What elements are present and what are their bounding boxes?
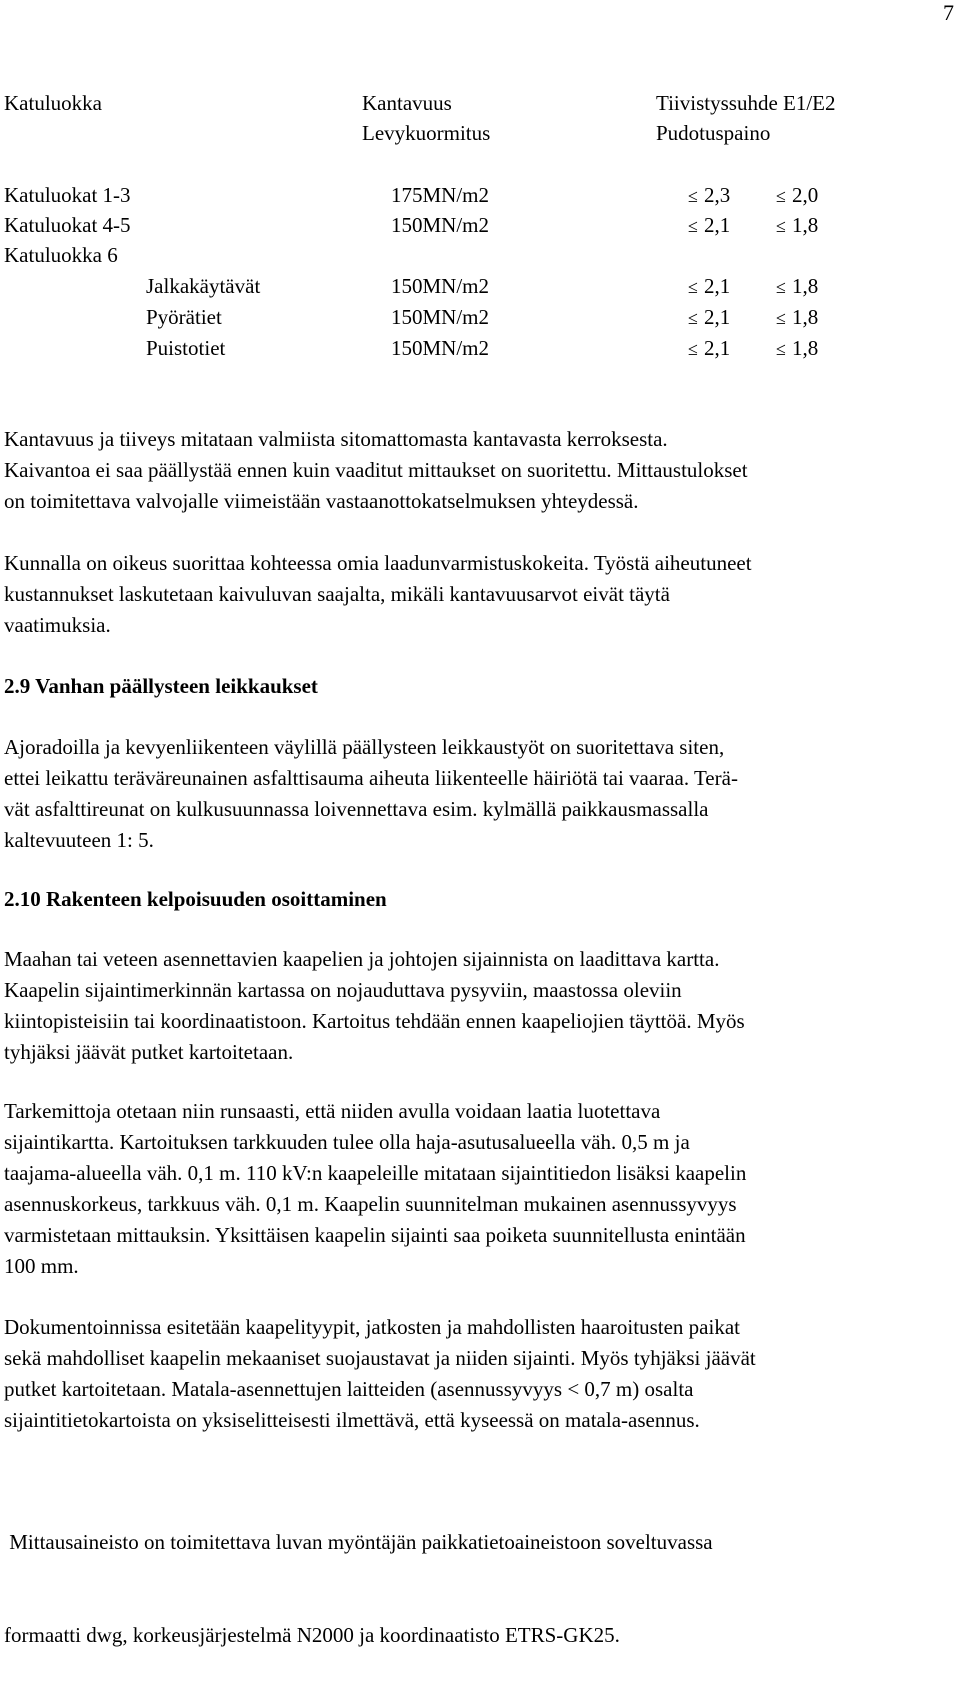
row-label: Katuluokka 6 [4, 243, 118, 267]
paragraph-accuracy: Tarkemittoja otetaan niin runsaasti, että niiden avulla voidaan laatia luotettava sijaintikartta. Kartoituksen tarkkuuden tulee olla haja-asutusalueella väh. 0,5 m ja taajama-alueella väh. 0,1 m. 110 kV:n kaapeleille mitataan sijaintitiedon lisäksi kaapelin asennuskorkeus, tarkkuus väh. 0,1 m. Kaapelin suunnitelman mukainen asennussyvyys varmistetaan mittauksin. Yksittäisen kaapelin sijainti saa poiketa suunnitellusta enintään 100 mm. [4, 1099, 747, 1278]
row-ratio: ≤ 2,1 [686, 271, 730, 303]
row-weight: ≤ 1,8 [774, 210, 818, 242]
row-weight: ≤ 1,8 [774, 333, 818, 365]
paragraph-quality-control: Kunnalla on oikeus suorittaa kohteessa omia laadunvarmistuskokeita. Työstä aiheutuneet kustannukset laskutetaan kaivuluvan saajalta, mikäli kantavuusarvot eivät täytä vaatimuksia. [4, 551, 752, 637]
paragraph-measurement: Kantavuus ja tiiveys mitataan valmiista sitomattomasta kantavasta kerroksesta. Kaivantoa ei saa päällystää ennen kuin vaaditut mittaukset on suoritettu. Mittaustulokset on toimitettava valvojalle viimeistään vastaanottokatselmuksen yhteydessä. [4, 427, 748, 513]
row-bearing: 150MN/m2 [391, 274, 490, 298]
le-symbol: ≤ [688, 186, 698, 206]
row-bearing: 150MN/m2 [391, 213, 490, 237]
le-symbol: ≤ [688, 277, 698, 297]
paragraph-delivery-format: Mittausaineisto on toimitettava luvan myöntäjän paikkatietoaineistoon soveltuvassa formaatti dwg, korkeusjärjestelmä N2000 ja koordinaatisto ETRS-GK25. [4, 1530, 713, 1647]
le-symbol: ≤ [688, 339, 698, 359]
row-label: Pyörätiet [146, 305, 222, 329]
row-weight: ≤ 2,0 [774, 180, 818, 212]
le-symbol: ≤ [688, 308, 698, 328]
header-plate-load: Levykuormitus [362, 121, 491, 145]
header-bearing-capacity: Kantavuus [362, 91, 452, 115]
row-label: Katuluokat 1-3 [4, 183, 131, 207]
le-symbol: ≤ [776, 339, 786, 359]
row-ratio: ≤ 2,1 [686, 302, 730, 334]
row-bearing: 150MN/m2 [391, 336, 490, 360]
row-bearing: 150MN/m2 [391, 305, 490, 329]
header-street-class: Katuluokka [4, 91, 102, 115]
row-bearing: 175MN/m2 [391, 183, 490, 207]
row-weight: ≤ 1,8 [774, 271, 818, 303]
page-number: 7 [943, 0, 954, 25]
row-label: Jalkakäytävät [146, 274, 261, 298]
le-symbol: ≤ [776, 308, 786, 328]
le-symbol: ≤ [776, 216, 786, 236]
section-heading-2-9: 2.9 Vanhan päällysteen leikkaukset [4, 674, 318, 698]
paragraph-pavement-cuts: Ajoradoilla ja kevyenliikenteen väylillä päällysteen leikkaustyöt on suoritettava siten, ettei leikattu teräväreunainen asfalttisauma aiheuta liikenteelle häiriötä tai vaaraa. Terä- vät asfalttireunat on kulkusuunnassa loivennettava esim. kylmällä paikkausmassalla kaltevuuteen 1: 5. [4, 735, 738, 852]
paragraph-cable-map: Maahan tai veteen asennettavien kaapelien ja johtojen sijainnista on laadittava kartta. Kaapelin sijaintimerkinnän kartassa on nojauduttava pysyviin, maastossa oleviin kiintopisteisiin tai koordinaatistoon. Kartoitus tehdään ennen kaapeliojien täyttöä. Myös tyhjäksi jäävät putket kartoitetaan. [4, 947, 745, 1064]
section-heading-2-10: 2.10 Rakenteen kelpoisuuden osoittaminen [4, 887, 387, 911]
row-ratio: ≤ 2,3 [686, 180, 730, 212]
paragraph-documentation: Dokumentoinnissa esitetään kaapelityypit, jatkosten ja mahdollisten haaroitusten paikat sekä mahdolliset kaapelin mekaaniset suojaustavat ja niiden sijainti. Myös tyhjäksi jäävät putket kartoitetaan. Matala-asennettujen laitteiden (asennussyvyys < 0,7 m) osalta sijaintitietokartoista on yksiselitteisesti ilmettävä, että kyseessä on matala-asennus. [4, 1315, 756, 1432]
row-label: Katuluokat 4-5 [4, 213, 131, 237]
row-label: Puistotiet [146, 336, 226, 360]
header-drop-weight: Pudotuspaino [656, 121, 771, 145]
le-symbol: ≤ [776, 277, 786, 297]
header-compaction-ratio: Tiivistyssuhde E1/E2 [656, 91, 836, 115]
row-weight: ≤ 1,8 [774, 302, 818, 334]
row-ratio: ≤ 2,1 [686, 333, 730, 365]
row-ratio: ≤ 2,1 [686, 210, 730, 242]
le-symbol: ≤ [776, 186, 786, 206]
le-symbol: ≤ [688, 216, 698, 236]
